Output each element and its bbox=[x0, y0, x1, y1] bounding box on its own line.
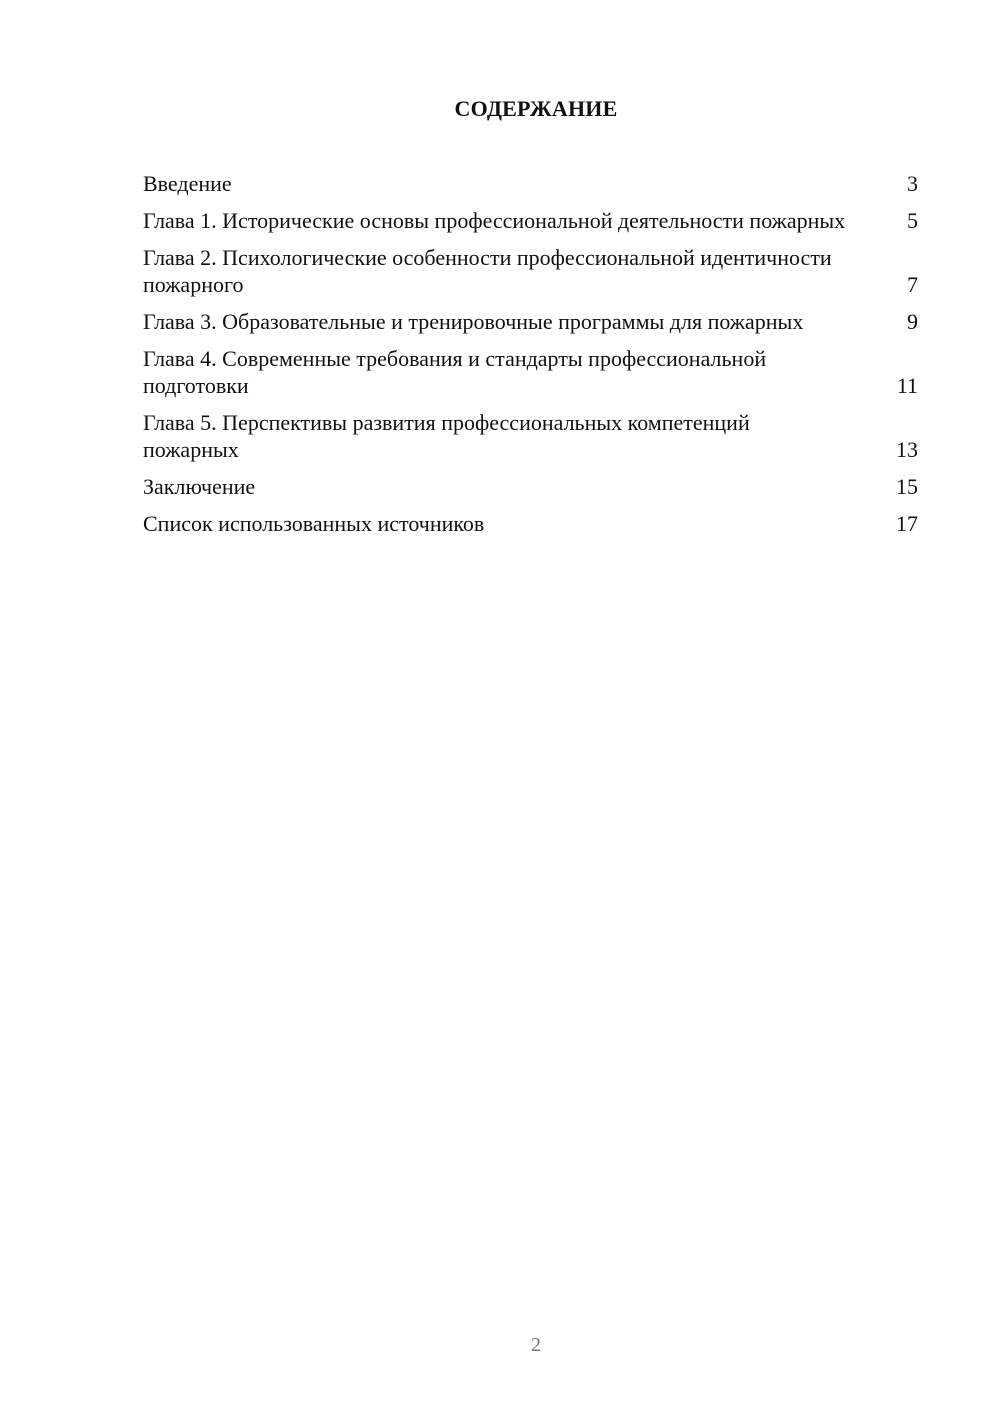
toc-entry-label: Список использованных источников bbox=[143, 511, 485, 536]
page-title: СОДЕРЖАНИЕ bbox=[454, 96, 618, 121]
toc-entry-page: 9 bbox=[907, 309, 918, 334]
toc-entry-page: 5 bbox=[907, 208, 918, 233]
toc-entry-page: 15 bbox=[896, 474, 918, 499]
toc-entry-chapter-1 bbox=[143, 207, 918, 234]
toc-entry-chapter-4 bbox=[143, 345, 918, 399]
toc-entry-conclusion bbox=[143, 473, 918, 500]
toc-entry-page: 7 bbox=[907, 272, 918, 297]
toc-entry-label: Введение bbox=[143, 171, 232, 196]
toc-entry-page: 3 bbox=[907, 171, 918, 196]
toc-entry-label: Глава 3. Образовательные и тренировочные программы для пожарных bbox=[143, 309, 804, 334]
toc-entry-label: Глава 1. Исторические основы профессиональной деятельности пожарных bbox=[143, 208, 846, 233]
toc-entry-page: 11 bbox=[896, 373, 918, 398]
page-number: 2 bbox=[531, 1334, 541, 1356]
toc-entry-chapter-3 bbox=[143, 308, 918, 335]
toc-entry-label: Глава 5. Перспективы развития профессиональных компетенций пожарных bbox=[143, 410, 750, 462]
toc-entry-chapter-2 bbox=[143, 244, 918, 298]
table-of-contents bbox=[143, 170, 918, 547]
toc-entry-introduction bbox=[143, 170, 918, 197]
toc-entry-chapter-5 bbox=[143, 409, 918, 463]
toc-entry-page: 13 bbox=[896, 437, 918, 462]
toc-entry-label: Глава 2. Психологические особенности профессиональной идентичности пожарного bbox=[143, 245, 832, 297]
toc-entry-references bbox=[143, 510, 918, 537]
toc-entry-page: 17 bbox=[896, 511, 918, 536]
toc-entry-label: Заключение bbox=[143, 474, 256, 499]
toc-entry-label: Глава 4. Современные требования и стандарты профессиональной подготовки bbox=[143, 346, 767, 398]
